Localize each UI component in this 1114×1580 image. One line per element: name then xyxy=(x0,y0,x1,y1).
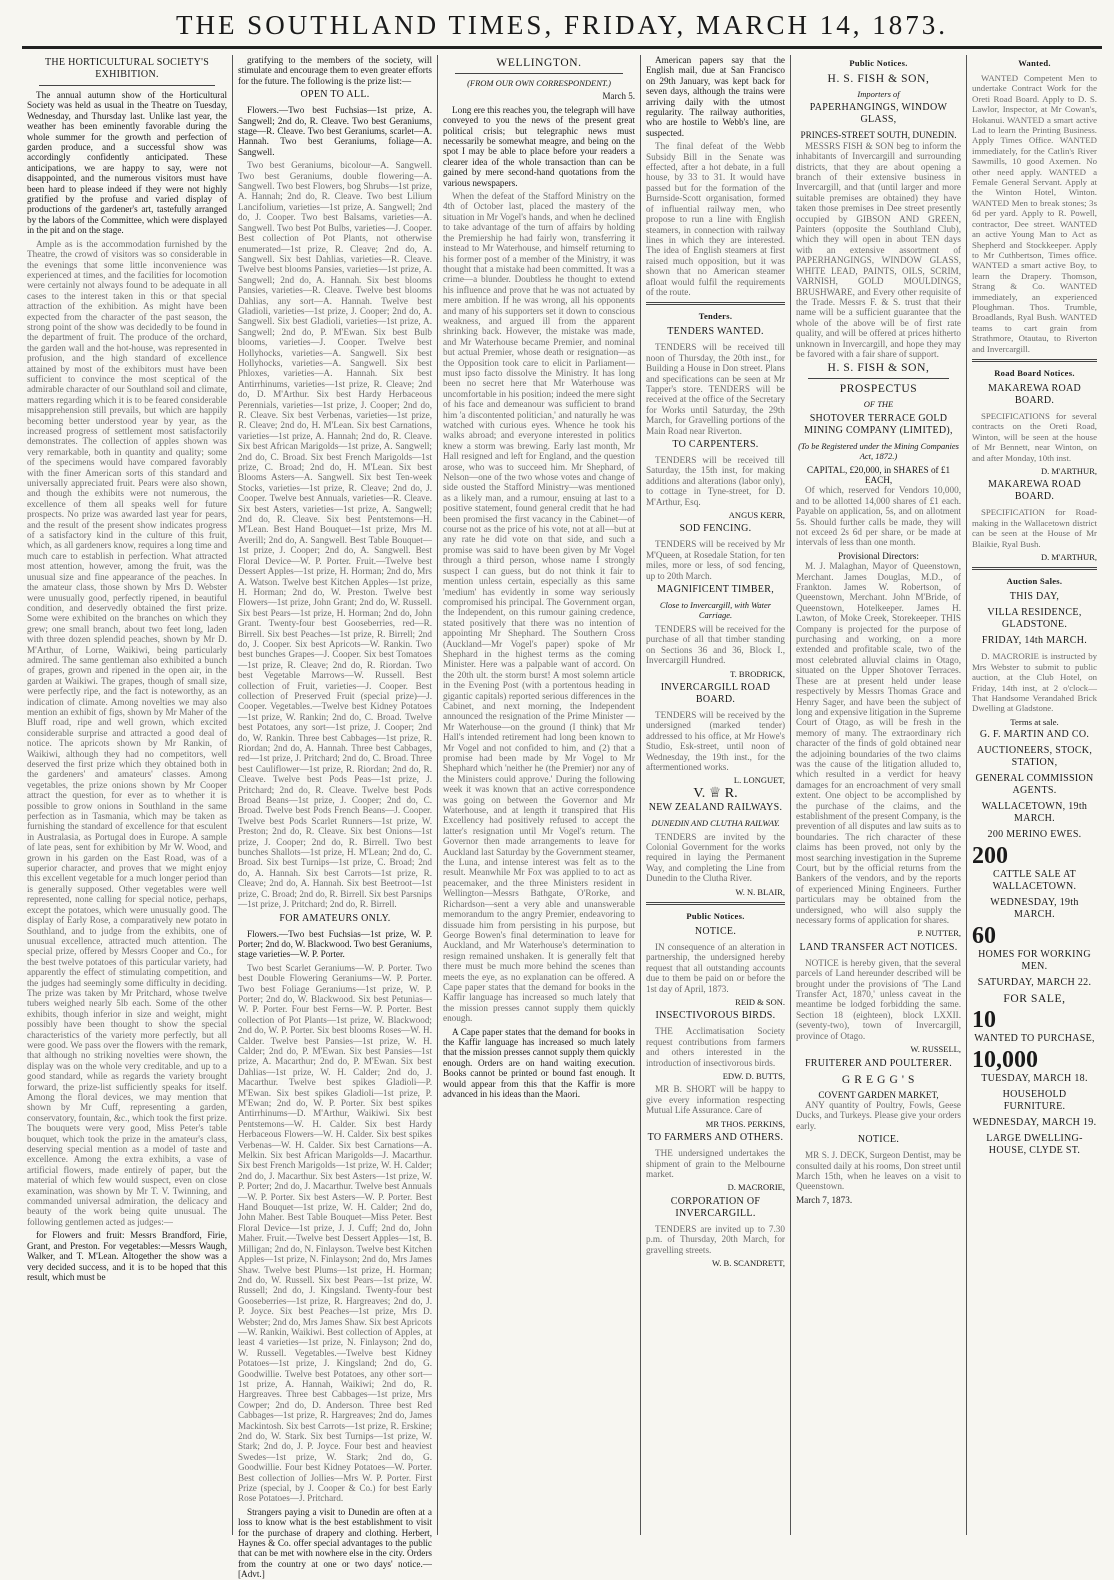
correspondent-line: (FROM OUR OWN CORRESPONDENT.) xyxy=(467,78,611,88)
amateurs-prizes: Flowers.—Two best Fuchsias—1st prize, W. P. Porter; 2nd do, W. Blackwood. Two best Geraniums, stage varieties—W. P. Porter. xyxy=(238,928,432,960)
royal-arms xyxy=(646,785,785,801)
makarewa-body-2 xyxy=(972,507,1097,549)
bushels-number: 10,000 xyxy=(972,1047,1038,1074)
wanted-heading: Wanted. xyxy=(1018,58,1051,68)
household-heading: HOUSEHOLD FURNITURE. xyxy=(1002,1089,1067,1113)
corporation-heading: CORPORATION OF INVERCARGILL. xyxy=(670,1195,761,1219)
double-rule xyxy=(972,567,1097,570)
notice-heading-2: NOTICE. xyxy=(857,1134,900,1146)
villa-body xyxy=(972,651,1097,713)
prospectus-body xyxy=(796,561,961,925)
deck-date: March 7, 1873. xyxy=(796,1194,853,1205)
merino-heading: 200 MERINO EWES. xyxy=(987,829,1082,841)
homes-heading: HOMES FOR WORKING MEN. xyxy=(978,949,1091,973)
agents-heading: GENERAL COMMISSION AGENTS. xyxy=(975,773,1094,797)
birds-signature: EDW. D. BUTTS, xyxy=(722,1071,785,1082)
double-rule xyxy=(646,302,785,305)
timber-body xyxy=(646,624,785,666)
fish-name-2: H. S. FISH & SON, xyxy=(827,362,930,375)
notice-heading: NOTICE. xyxy=(694,926,737,937)
company-name: SHOTOVER TERRACE GOLD MINING COMPANY (LIMITED), xyxy=(804,412,953,436)
prospectus-heading: PROSPECTUS xyxy=(839,383,918,396)
capital: CAPITAL, £20,000, in SHARES of £1 EACH, xyxy=(806,464,951,485)
company-sub: (To be Registered under the Mining Companies Act, 1872.) xyxy=(798,440,959,462)
fish-name: H. S. FISH & SON, xyxy=(827,73,930,85)
fish-sub: Importers of xyxy=(857,89,900,99)
masthead-day: FRIDAY, xyxy=(563,10,687,40)
short-notice xyxy=(646,1084,785,1115)
horticultural-headline: THE HORTICULTURAL SOCIETY'S EXHIBITION. xyxy=(44,57,210,80)
mail-paragraph: American papers say that the English mail, due at San Francisco on 29th January, was kept back for seven days, although the trains were arriving daily with the utmost regularity. The railway authorities, who are hostile to Webb's line, are suspected. xyxy=(646,55,785,138)
amateurs-heading: FOR AMATEURS ONLY. xyxy=(279,912,391,924)
prospectus-of: OF THE xyxy=(863,399,894,410)
column-3 xyxy=(437,55,640,1535)
capital-body xyxy=(796,485,961,547)
auctioneers-heading: AUCTIONEERS, STOCK, STATION, xyxy=(976,745,1093,769)
article-closing: for Flowers and fruit: Messrs Brandford, Firie, Grant, and Preston. For vegetables:—Messrs Waugh, Walker, and T. M'Lean. Altogether the show was a very decided success, and it is to be hoped that this result, which must be xyxy=(27,1230,227,1282)
sod-body xyxy=(646,539,785,581)
auction-heading: Auction Sales. xyxy=(1006,576,1063,587)
masthead-date: MARCH 14, 1873. xyxy=(696,10,949,40)
fish-address: PRINCES-STREET SOUTH, DUNEDIN. xyxy=(800,130,957,141)
land-signature: W. RUSSELL, xyxy=(910,1044,961,1055)
terms-at-sale: Terms at sale. xyxy=(1010,716,1059,727)
makarewa-signature-1: D. M'ARTHUR, xyxy=(1040,466,1097,476)
greggs: G R E G G ' S xyxy=(841,1073,916,1086)
farmers-heading: TO FARMERS AND OTHERS. xyxy=(647,1132,784,1144)
cattle-number: 60 xyxy=(972,923,996,950)
wanted-purchase-heading: WANTED TO PURCHASE, xyxy=(974,1033,1095,1045)
prize-list-lead: gratifying to the members of the society, will stimulate and encourage them to even greater efforts for the future. The following is the prize list:— xyxy=(238,55,432,86)
sod-fencing-heading: SOD FENCING. xyxy=(679,523,752,535)
columns xyxy=(22,55,1102,1580)
fruiterer-heading: FRUITERER AND POULTERER. xyxy=(804,1057,953,1069)
notice-body xyxy=(646,942,785,994)
railways-signature: W. N. BLAIR, xyxy=(735,886,785,897)
mail-body xyxy=(646,141,785,297)
railways-subheading: DUNEDIN AND CLUTHA RAILWAY. xyxy=(651,818,780,829)
greggs-body xyxy=(796,1100,961,1131)
wednesday-heading: WEDNESDAY, 19th MARCH. xyxy=(990,897,1079,921)
villa-heading: VILLA RESIDENCE, GLADSTONE. xyxy=(987,607,1082,631)
farmers-body xyxy=(646,1148,785,1179)
friday-heading: FRIDAY, 14th MARCH. xyxy=(981,635,1088,647)
column-6 xyxy=(966,55,1102,1535)
article-body xyxy=(27,239,227,1228)
advertisement: Strangers paying a visit to Dunedin are often at a loss to know what is the best establishment to visit for the purchase of drapery and clothing. Herbert, Haynes & Co. offer special advantages to the public that can be met with nowhere else in the city. Orders from the country at one or two days' notice.—[Advt.] xyxy=(238,1506,432,1580)
clyde-heading: LARGE DWELLING-HOUSE, CLYDE ST. xyxy=(986,1133,1083,1157)
merino-number: 200 xyxy=(972,843,1008,870)
directors-heading: Provisional Directors: xyxy=(838,550,919,561)
perkins-signature: MR THOS. PERKINS, xyxy=(705,1118,785,1129)
wanted-ads xyxy=(972,73,1097,354)
tenders-body xyxy=(646,342,785,436)
column-2 xyxy=(232,55,437,1580)
wellington-body xyxy=(443,191,635,1024)
flowers-prizes: Flowers.—Two best Fuchsias—1st prize, A. Sangwell; 2nd do, R. Cleave. Two best Geraniums, stage—R. Cleave. Two best Geraniums, scarlet—A. Hannah. Two best Geraniums, foliage—A. Sangwell. xyxy=(238,105,432,157)
land-body xyxy=(796,958,961,1041)
tuesday-heading: TUESDAY, MARCH 18. xyxy=(981,1073,1088,1085)
makarewa-heading-1: MAKAREWA ROAD BOARD. xyxy=(987,382,1082,406)
sale-number: 10 xyxy=(972,1007,996,1034)
vr-left: V. xyxy=(693,785,706,801)
divider xyxy=(455,73,623,74)
public-notices-heading: Public Notices. xyxy=(849,58,908,68)
wellington-lead: Long ere this reaches you, the telegraph will have conveyed to you the news of the present great political crisis; but telegraphic news must necessarily be somewhat meagre, and being on the spot I may be able to place before your readers a clearer idea of the whole transaction than can be gained by mere second-hand quotations from the various newspapers. xyxy=(443,104,635,188)
wednesday-19-heading: WEDNESDAY, MARCH 19. xyxy=(972,1117,1097,1129)
carpenters-signature: ANGUS KERR, xyxy=(728,510,785,521)
road-board-heading: INVERCARGILL ROAD BOARD. xyxy=(660,681,771,705)
covent-garden: COVENT GARDEN MARKET, xyxy=(818,1089,939,1100)
column-4 xyxy=(640,55,790,1535)
carpenters-heading: TO CARPENTERS. xyxy=(672,439,759,450)
nutter-signature: P. NUTTER, xyxy=(917,928,961,939)
land-transfer-heading: LAND TRANSFER ACT NOTICES. xyxy=(799,941,958,953)
dateline: March 5. xyxy=(602,91,635,102)
double-rule xyxy=(972,359,1097,362)
divider xyxy=(39,85,215,86)
for-sale-heading: FOR SALE, xyxy=(1003,993,1066,1006)
wellington-closing: A Cape paper states that the demand for books in the Kaffir language has increased so much lately that the mission presses cannot supply them quickly enough. Orders are on hand waiting execution. Books cannot be printed or bound fast enough. It would appear from this that the Kaffir is more advanced in his ideas than the Maori. xyxy=(443,1026,635,1099)
notice-signature: REID & SON. xyxy=(735,997,785,1008)
carpenters-body xyxy=(646,455,785,507)
article-lead: The annual autumn show of the Horticultural Society was held as usual in the Theatre on Tuesday, Wednesday, and Thursday last. Unlike last year, the weather has been eminently favorable during the whole summer for the growth and perfection of garden produce, and a successful show was accordingly confidently anticipated. These anticipations, we are happy to say, were not disappointed, and the numerous visitors must have been hard to please indeed if they were not highly gratified by the profuse and varied display of productions of the gardener's art, tastefully arranged by the labors of the Committee, which were displayed in the pit and on the stage. xyxy=(27,90,227,236)
makarewa-signature-2: D. M'ARTHUR, xyxy=(1040,552,1097,563)
road-signature: L. LONGUET, xyxy=(733,775,785,786)
wellington-heading: WELLINGTON. xyxy=(496,57,582,69)
timber-heading: MAGNIFICENT TIMBER, xyxy=(656,584,774,596)
double-rule xyxy=(646,902,785,905)
fish-goods: PAPERHANGINGS, WINDOW GLASS, xyxy=(809,102,948,126)
railways-body xyxy=(646,832,785,884)
corporation-signature: W. B. SCANDRETT, xyxy=(712,1257,785,1268)
birds-body xyxy=(646,1026,785,1068)
tenders-wanted-heading: TENDERS WANTED. xyxy=(667,326,764,338)
railways-heading: NEW ZEALAND RAILWAYS. xyxy=(648,802,783,814)
this-day: THIS DAY, xyxy=(1009,591,1060,603)
open-to-all-heading: OPEN TO ALL. xyxy=(300,89,370,101)
column-5 xyxy=(790,55,966,1535)
masthead xyxy=(22,8,1102,44)
makarewa-heading-2: MAKAREWA ROAD BOARD. xyxy=(987,479,1082,503)
wallacetown-heading: WALLACETOWN, 19th MARCH. xyxy=(981,801,1088,825)
corporation-body xyxy=(646,1224,785,1255)
amateurs-body xyxy=(238,963,432,1504)
saturday-heading: SATURDAY, MARCH 22. xyxy=(977,977,1092,989)
fish-body xyxy=(796,141,961,360)
timber-subheading: Close to Invercargill, with Water Carriage. xyxy=(659,600,772,621)
road-notices-heading: Road Board Notices. xyxy=(994,367,1075,378)
masthead-title: THE SOUTHLAND TIMES, xyxy=(175,10,555,40)
prize-list-body xyxy=(238,160,432,909)
masthead-rule xyxy=(22,46,1102,49)
birds-heading: INSECTIVOROUS BIRDS. xyxy=(655,1010,776,1022)
tenders-section-heading: Tenders. xyxy=(698,311,733,322)
public-notices-heading: Public Notices. xyxy=(686,911,745,921)
crown-icon: ♕ xyxy=(708,785,722,801)
road-body xyxy=(646,710,785,772)
divider xyxy=(808,378,949,379)
timber-signature: T. BRODRICK, xyxy=(730,668,785,679)
martin-heading: G. F. MARTIN AND CO. xyxy=(979,729,1090,741)
makarewa-body-1 xyxy=(972,411,1097,463)
deck-body xyxy=(796,1150,961,1192)
vr-right: R. xyxy=(724,785,738,801)
cattle-heading: CATTLE SALE AT WALLACETOWN. xyxy=(992,869,1077,893)
farmers-signature: D. MACRORIE, xyxy=(727,1182,785,1193)
column-1 xyxy=(22,55,232,1535)
